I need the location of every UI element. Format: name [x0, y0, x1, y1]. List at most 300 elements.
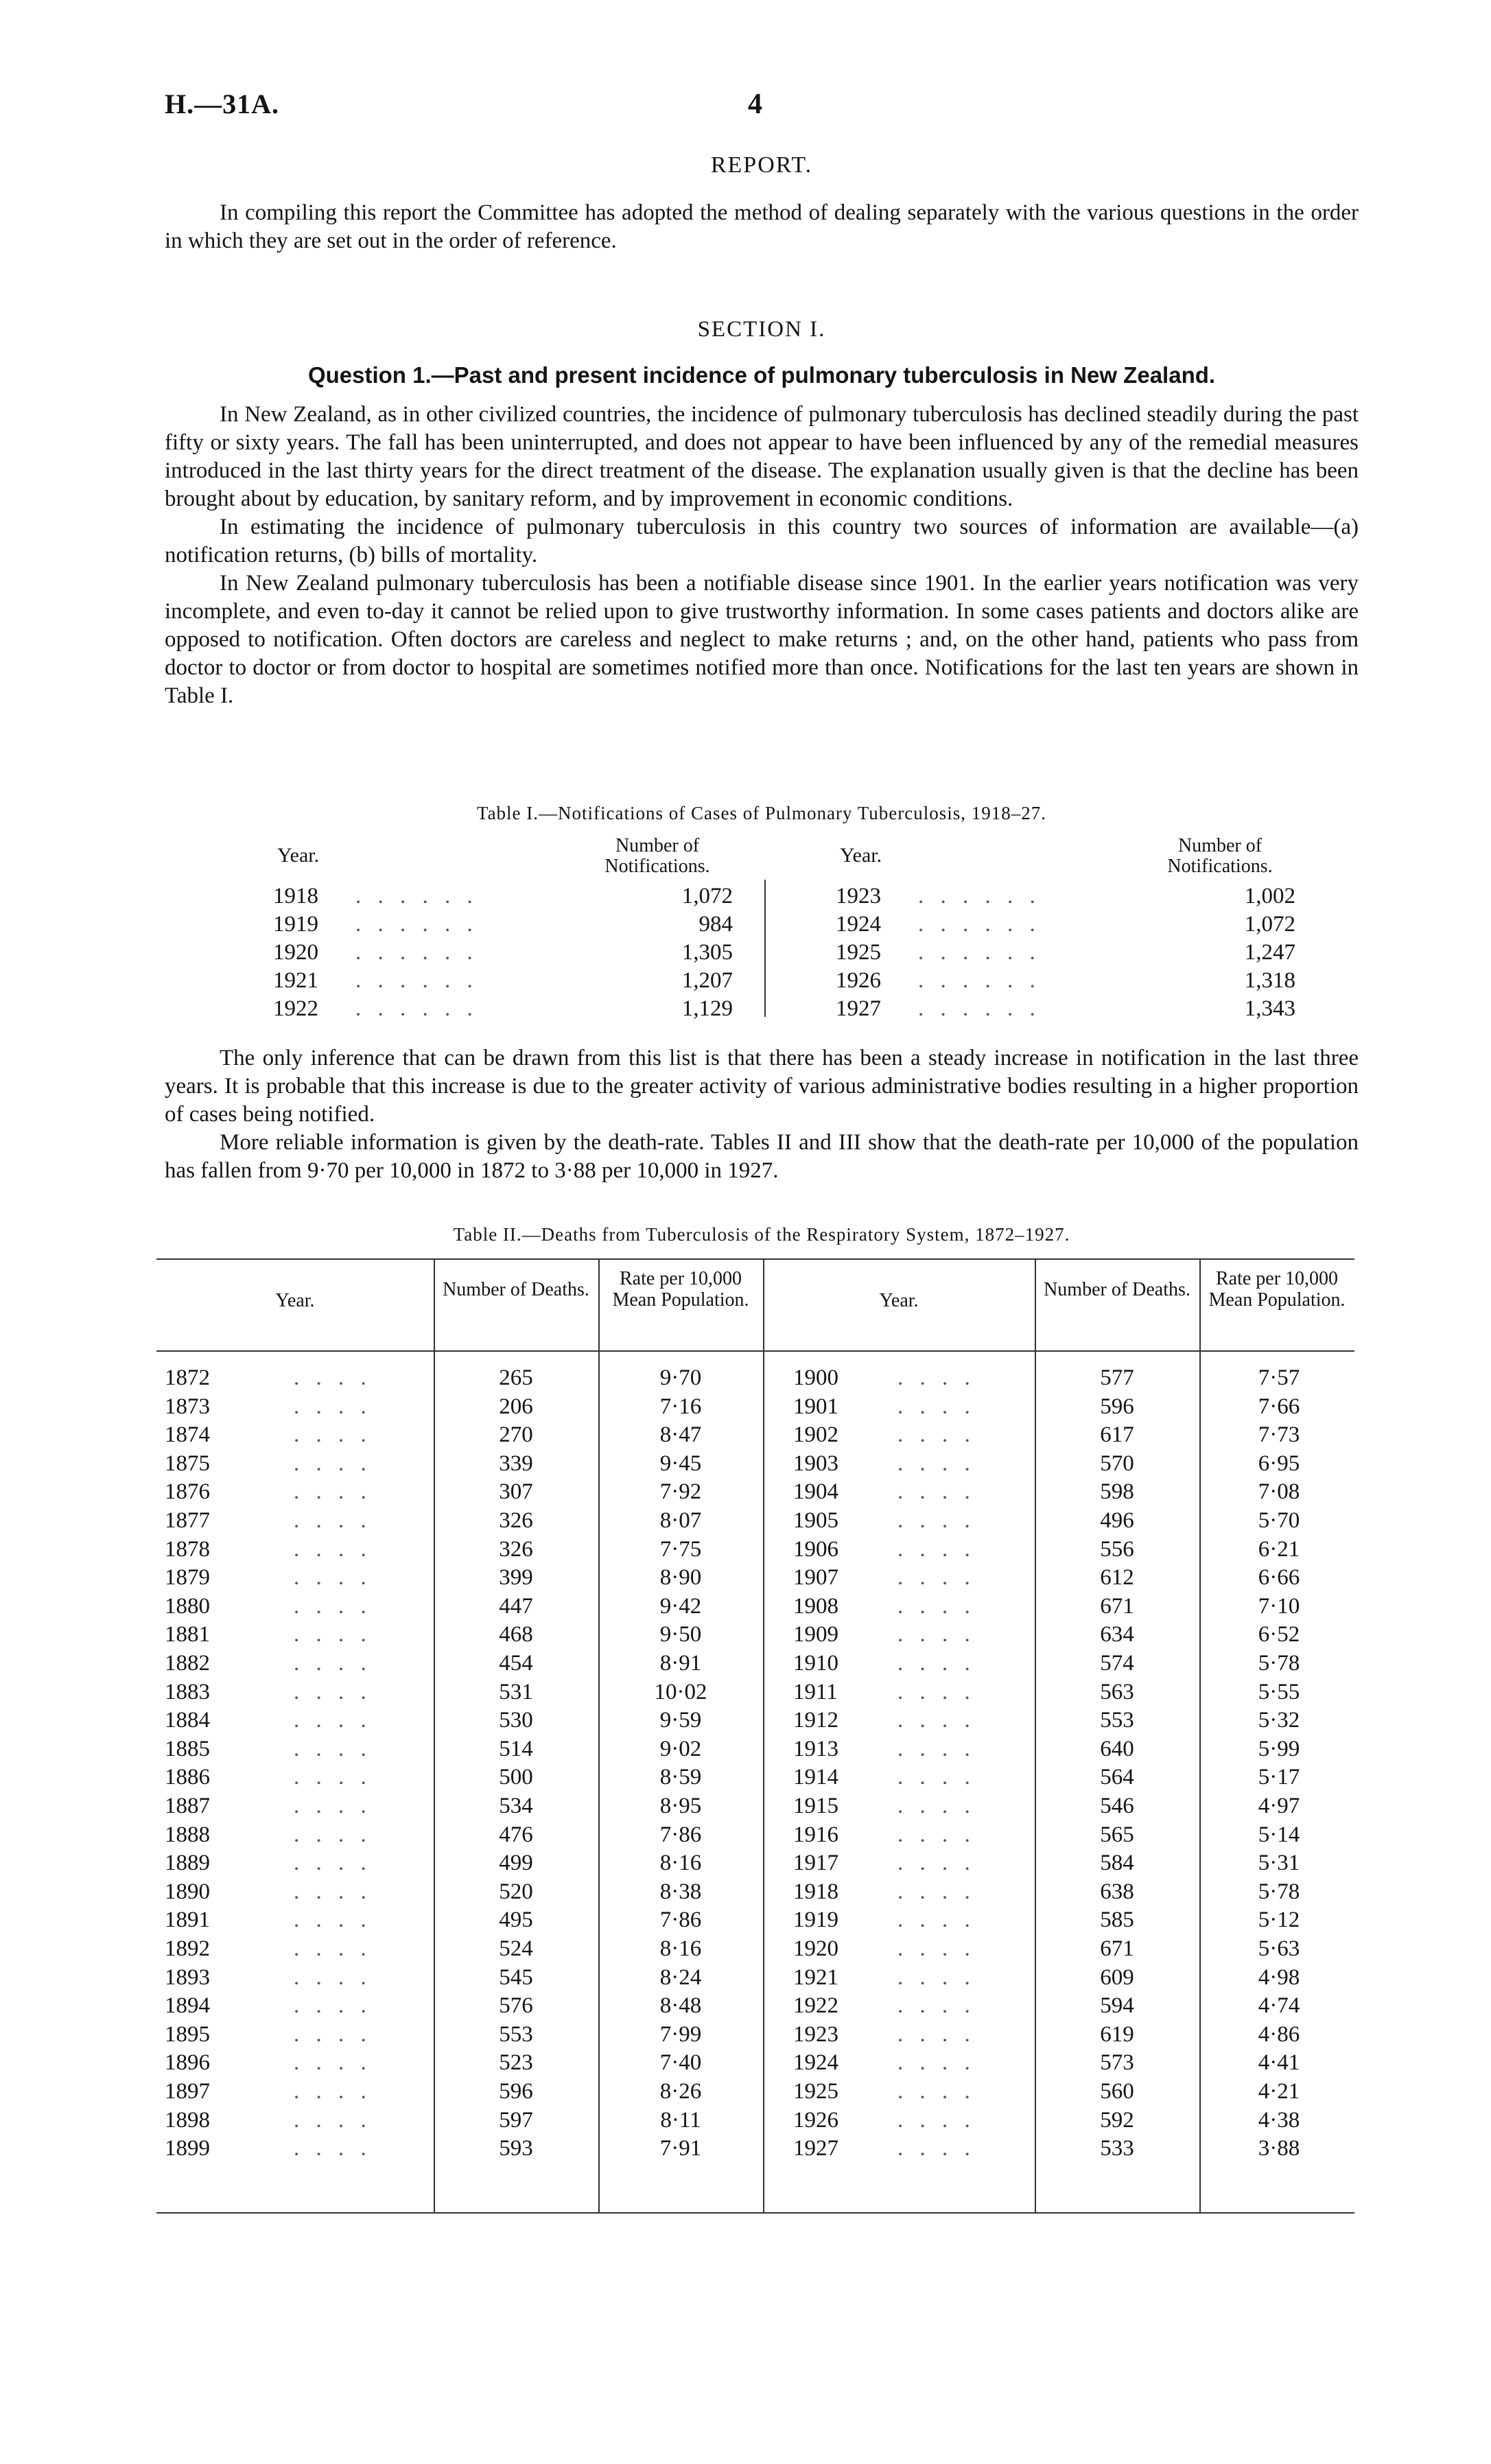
paragraph: In New Zealand, as in other civilized countries, the incidence of pulmonary tuberculosis has declined steadily during the past fifty or sixty years. The fall has been uninterrupted, and does not appear to have been influenced by any of the remedial measures introduced in the last thirty years for the direct treatment of the disease. The explanation usually given is that the decline has been brought about by education, by sanitary reform, and by improvement in economic conditions. [165, 402, 1359, 511]
table2-year: 1882 [165, 1651, 210, 1676]
table1-row [836, 912, 1316, 940]
table2-rate: 7·86 [659, 1908, 702, 1933]
table2-row [156, 1508, 1354, 1537]
table2-rate-header: Rate per 10,000 Mean Population. [1208, 1268, 1346, 1311]
table2-leader-dots: . . . . [294, 2050, 372, 2076]
table1-leader-dots: . . . . . . [355, 968, 478, 993]
table2-row [156, 2136, 1354, 2165]
table2-deaths: 307 [499, 1479, 533, 1505]
table1-value: 1,305 [681, 940, 733, 965]
table2-rate: 8·59 [659, 1765, 702, 1790]
table2-deaths: 560 [1100, 2079, 1134, 2104]
table1-number-header: Number of Notifications. [1167, 835, 1273, 877]
table2-rate: 7·66 [1258, 1394, 1300, 1419]
table2-rate: 7·73 [1258, 1422, 1300, 1448]
table2-rate: 8·24 [659, 1964, 702, 1990]
table2-leader-dots: . . . . [294, 1879, 372, 1904]
table2-leader-dots: . . . . [897, 1365, 976, 1390]
table2-leader-dots: . . . . [897, 1508, 976, 1533]
table2-leader-dots: . . . . [897, 1422, 976, 1448]
table2-leader-dots: . . . . [294, 1822, 372, 1847]
table2-rate: 7·08 [1258, 1479, 1300, 1505]
table2-deaths: 563 [1100, 1679, 1134, 1704]
table2-row [156, 1936, 1354, 1965]
intro-paragraph: In compiling this report the Committee has adopted the method of dealing separately with the various questions in the order in which they are set out in the order of reference. [165, 200, 1359, 253]
table2-year: 1909 [793, 1622, 838, 1647]
table2-rate: 4·86 [1258, 2021, 1300, 2047]
table2-deaths: 596 [499, 2079, 533, 2104]
question-heading: Question 1.—Past and present incidence of pulmonary tuberculosis in New Zealand. [307, 362, 1216, 388]
table1-leader-dots: . . . . . . [918, 940, 1041, 965]
table2-leader-dots: . . . . [294, 1593, 372, 1619]
table2-year: 1911 [793, 1679, 838, 1704]
table2-year: 1912 [793, 1708, 838, 1733]
table2-header-rule [156, 1350, 1354, 1352]
table2-leader-dots: . . . . [897, 1451, 976, 1476]
table2-year-header: Year. [275, 1290, 315, 1311]
table2-rate: 7·92 [659, 1479, 702, 1505]
table2-year: 1897 [165, 2079, 210, 2104]
table2-leader-dots: . . . . [294, 1964, 372, 1990]
table2-rate: 4·41 [1258, 2050, 1300, 2076]
table2-leader-dots: . . . . [294, 1479, 372, 1505]
table2-year: 1905 [793, 1508, 838, 1533]
paragraph: More reliable information is given by the death-rate. Tables II and III show that the death-rate per 10,000 of the population has fallen from 9·70 per 10,000 in 1872 to 3·88 per 10,000 in 1927. [165, 1130, 1359, 1183]
document-code: H.—31A. [165, 89, 279, 119]
table1-row [836, 996, 1316, 1024]
table2-year: 1924 [793, 2050, 838, 2076]
table2-year: 1913 [793, 1736, 838, 1761]
table2-rate-header: Rate per 10,000 Mean Population. [612, 1268, 749, 1311]
table2-row [156, 1622, 1354, 1651]
table2-row [156, 1451, 1354, 1480]
table2-deaths: 556 [1100, 1536, 1134, 1562]
table2-rate: 5·32 [1258, 1708, 1300, 1733]
table1-value: 1,072 [1244, 912, 1295, 937]
table2-year: 1918 [793, 1879, 838, 1904]
table2-deaths: 496 [1100, 1508, 1134, 1533]
table1-year: 1925 [836, 940, 881, 965]
table2-rate: 8·16 [659, 1851, 702, 1876]
table2-leader-dots: . . . . [897, 2136, 976, 2161]
table2-deaths: 495 [499, 1908, 533, 1933]
table2-rate: 7·10 [1258, 1593, 1300, 1619]
table1-year: 1924 [836, 912, 881, 937]
table2-deaths: 594 [1100, 1993, 1134, 2019]
table1-value: 1,343 [1244, 996, 1295, 1021]
table1-leader-dots: . . . . . . [355, 884, 478, 908]
table2-row [156, 1594, 1354, 1623]
table2-year: 1926 [793, 2107, 838, 2133]
table2-year: 1908 [793, 1593, 838, 1619]
table2-year: 1886 [165, 1765, 210, 1790]
table2-year: 1906 [793, 1536, 838, 1562]
table2-rate: 10·02 [654, 1679, 707, 1704]
table2-year: 1887 [165, 1794, 210, 1818]
table2-deaths: 499 [499, 1851, 533, 1876]
table2-rate: 7·16 [659, 1394, 702, 1419]
table2-deaths-header: Number of Deaths. [443, 1279, 589, 1300]
table2-leader-dots: . . . . [294, 2107, 372, 2133]
table1-leader-dots: . . . . . . [355, 912, 478, 937]
table1-year: 1919 [273, 912, 318, 937]
table2-deaths: 570 [1100, 1451, 1134, 1476]
table1-row [836, 968, 1316, 996]
table2-deaths: 468 [499, 1622, 533, 1647]
table2-deaths: 524 [499, 1936, 533, 1961]
table1-year: 1920 [273, 940, 318, 965]
paragraph: In estimating the incidence of pulmonary tuberculosis in this country two sources of information are available—(a) notification returns, (b) bills of mortality. [165, 515, 1359, 567]
table2-leader-dots: . . . . [294, 1622, 372, 1647]
table2-leader-dots: . . . . [897, 1708, 976, 1733]
table2-deaths-header: Number of Deaths. [1044, 1279, 1190, 1300]
table1-year-header: Year. [840, 844, 882, 867]
table2-deaths: 339 [499, 1451, 533, 1476]
table2-rate: 4·38 [1258, 2107, 1300, 2133]
table2-leader-dots: . . . . [294, 2079, 372, 2104]
table2-leader-dots: . . . . [294, 1679, 372, 1704]
table2-rate: 5·63 [1258, 1936, 1300, 1961]
table2-year: 1925 [793, 2079, 838, 2104]
table2-year: 1915 [793, 1794, 838, 1818]
table2-leader-dots: . . . . [897, 2107, 976, 2133]
table2-bottom-rule [156, 2212, 1354, 2214]
table2-deaths: 546 [1100, 1794, 1134, 1818]
table1-value: 1,072 [681, 884, 733, 908]
table2-rate: 5·12 [1258, 1908, 1300, 1933]
table2-row [156, 1879, 1354, 1908]
table2-row [156, 1651, 1354, 1680]
table1-row [836, 884, 1316, 912]
table2-year: 1878 [165, 1536, 210, 1562]
table2-year: 1893 [165, 1964, 210, 1990]
table2-rate: 9·42 [659, 1593, 702, 1619]
table2-year: 1907 [793, 1565, 838, 1591]
table2-year: 1885 [165, 1736, 210, 1761]
table2-rate: 8·90 [659, 1565, 702, 1591]
table2-year: 1879 [165, 1565, 210, 1591]
table2-leader-dots: . . . . [897, 1936, 976, 1961]
table2-leader-dots: . . . . [294, 1936, 372, 1961]
table2-row [156, 1993, 1354, 2022]
table2-rate: 3·88 [1258, 2136, 1300, 2161]
table1-row [836, 940, 1316, 968]
table2-deaths: 619 [1100, 2021, 1134, 2047]
table2-rate: 7·75 [659, 1536, 702, 1562]
table2-deaths: 270 [499, 1422, 533, 1448]
table1-leader-dots: . . . . . . [355, 996, 478, 1021]
table2-leader-dots: . . . . [897, 1765, 976, 1790]
table2-leader-dots: . . . . [294, 1736, 372, 1761]
table2-leader-dots: . . . . [897, 2079, 976, 2104]
table2-year: 1895 [165, 2021, 210, 2047]
table2-year: 1898 [165, 2107, 210, 2133]
table1-year-header: Year. [277, 844, 320, 867]
table2-year: 1874 [165, 1422, 210, 1448]
table2-rate: 4·74 [1258, 1993, 1300, 2019]
table2-deaths: 592 [1100, 2107, 1134, 2133]
section-heading: SECTION I. [697, 317, 826, 342]
table2-deaths: 596 [1100, 1394, 1134, 1419]
table1-value: 984 [698, 912, 733, 937]
table2-deaths: 576 [499, 1993, 533, 2019]
table2-leader-dots: . . . . [294, 1765, 372, 1790]
table2-rate: 4·21 [1258, 2079, 1300, 2104]
table2-leader-dots: . . . . [897, 1593, 976, 1619]
table2-year: 1902 [793, 1422, 838, 1448]
table2-year: 1919 [793, 1908, 838, 1933]
table2-deaths: 520 [499, 1879, 533, 1904]
table1-leader-dots: . . . . . . [918, 884, 1041, 908]
table2-deaths: 565 [1100, 1822, 1134, 1847]
table2-row [156, 1765, 1354, 1794]
table2-rate: 7·86 [659, 1822, 702, 1847]
table2-leader-dots: . . . . [294, 1908, 372, 1933]
table2-leader-dots: . . . . [897, 1651, 976, 1676]
table2-rate: 9·59 [659, 1708, 702, 1733]
table2-year: 1920 [793, 1936, 838, 1961]
table2-year: 1889 [165, 1851, 210, 1876]
table2-year: 1903 [793, 1451, 838, 1476]
table2-rate: 6·66 [1258, 1565, 1300, 1591]
table2-row [156, 2050, 1354, 2079]
table2-leader-dots: . . . . [897, 1565, 976, 1591]
table2-deaths: 545 [499, 1964, 533, 1990]
table2-top-rule [156, 1258, 1354, 1260]
table2-year: 1922 [793, 1993, 838, 2019]
table2-year: 1923 [793, 2021, 838, 2047]
table2-year: 1873 [165, 1394, 210, 1419]
table2-deaths: 573 [1100, 2050, 1134, 2076]
table2-leader-dots: . . . . [897, 1736, 976, 1761]
table2-year: 1884 [165, 1708, 210, 1733]
table2-deaths: 533 [1100, 2136, 1134, 2161]
table2-year: 1896 [165, 2050, 210, 2076]
table2-deaths: 553 [499, 2021, 533, 2047]
table2-deaths: 523 [499, 2050, 533, 2076]
table2-rate: 5·31 [1258, 1851, 1300, 1876]
table2-year: 1914 [793, 1765, 838, 1790]
body-text-1 [165, 401, 1359, 710]
table1-year: 1923 [836, 884, 881, 908]
table2-deaths: 640 [1100, 1736, 1134, 1761]
table2-rate: 8·11 [660, 2107, 701, 2133]
table1-year: 1918 [273, 884, 318, 908]
table2-year: 1916 [793, 1822, 838, 1847]
table1-year: 1922 [273, 996, 318, 1021]
table1-year: 1926 [836, 968, 881, 993]
table2-year: 1900 [793, 1365, 838, 1390]
table2-rate: 5·55 [1258, 1679, 1300, 1704]
table1-caption: Table I.—Notifications of Cases of Pulmonary Tuberculosis, 1918–27. [476, 803, 1047, 823]
table1 [273, 836, 1306, 1021]
table2-leader-dots: . . . . [897, 1822, 976, 1847]
table2-year: 1891 [165, 1908, 210, 1933]
table2-deaths: 326 [499, 1536, 533, 1562]
table2-deaths: 564 [1100, 1765, 1134, 1790]
table2-leader-dots: . . . . [294, 1451, 372, 1476]
table2-rate: 8·47 [659, 1422, 702, 1448]
table1-row [273, 912, 753, 940]
paragraph: In New Zealand pulmonary tuberculosis has been a notifiable disease since 1901. In the earlier years notification was very incomplete, and even to-day it cannot be relied upon to give trustworthy information. In some cases patients and doctors alike are opposed to notification. Often doctors are careless and neglect to make returns ; and, on the other hand, patients who pass from doctor to doctor or from doctor to hospital are sometimes notified more than once. Notifications for the last ten years are shown in Table I. [165, 571, 1359, 708]
table2-caption: Table II.—Deaths from Tuberculosis of the Respiratory System, 1872–1927. [453, 1224, 1070, 1245]
table1-year: 1927 [836, 996, 881, 1021]
table2-leader-dots: . . . . [294, 2021, 372, 2047]
table2-leader-dots: . . . . [897, 1536, 976, 1562]
table1-divider [764, 880, 766, 1017]
table2-deaths: 534 [499, 1794, 533, 1818]
table2-leader-dots: . . . . [294, 1394, 372, 1419]
table2-leader-dots: . . . . [897, 1964, 976, 1990]
table2-row [156, 1680, 1354, 1709]
table2-deaths: 609 [1100, 1964, 1134, 1990]
table2-deaths: 638 [1100, 1879, 1134, 1904]
table2-year: 1888 [165, 1822, 210, 1847]
table2-row [156, 1537, 1354, 1566]
table2-deaths: 598 [1100, 1479, 1134, 1505]
table2-year: 1892 [165, 1936, 210, 1961]
table2-leader-dots: . . . . [897, 1479, 976, 1505]
table2-leader-dots: . . . . [897, 2021, 976, 2047]
table2-rate: 7·91 [659, 2136, 702, 2161]
table2-row [156, 1708, 1354, 1737]
table1-leader-dots: . . . . . . [355, 940, 478, 965]
table2-year: 1881 [165, 1622, 210, 1647]
table1-leader-dots: . . . . . . [918, 996, 1041, 1021]
table2-leader-dots: . . . . [294, 1422, 372, 1448]
table1-value: 1,247 [1244, 940, 1295, 965]
table1-number-header: Number of Notifications. [604, 835, 710, 877]
table2-deaths: 514 [499, 1736, 533, 1761]
table2-row [156, 1365, 1354, 1394]
table1-right-column [836, 836, 1316, 1021]
table2-row [156, 1737, 1354, 1765]
table2-deaths: 500 [499, 1765, 533, 1790]
table2-year: 1890 [165, 1879, 210, 1904]
table2-rate: 7·40 [659, 2050, 702, 2076]
table2-row [156, 2108, 1354, 2137]
table2-rate: 8·16 [659, 1936, 702, 1961]
table2-row [156, 1422, 1354, 1451]
table1-value: 1,207 [681, 968, 733, 993]
table2-deaths: 447 [499, 1593, 533, 1619]
table2-deaths: 399 [499, 1565, 533, 1591]
table2-deaths: 553 [1100, 1708, 1134, 1733]
table2-year: 1877 [165, 1508, 210, 1533]
table2-leader-dots: . . . . [897, 1993, 976, 2019]
table2-row [156, 1794, 1354, 1822]
table2-row [156, 1394, 1354, 1423]
table2-row [156, 1851, 1354, 1879]
table2-year: 1921 [793, 1964, 838, 1990]
table2-deaths: 671 [1100, 1936, 1134, 1961]
table2-leader-dots: . . . . [294, 1851, 372, 1876]
table2-year: 1899 [165, 2136, 210, 2161]
table2-rate: 9·50 [659, 1622, 702, 1647]
table2-rate: 8·07 [659, 1508, 702, 1533]
intro-block [165, 199, 1359, 255]
table1-year: 1921 [273, 968, 318, 993]
table2-rate: 8·26 [659, 2079, 702, 2104]
table2-rate: 5·14 [1258, 1822, 1300, 1847]
table2-deaths: 574 [1100, 1651, 1134, 1676]
table1-leader-dots: . . . . . . [918, 912, 1041, 937]
table2-leader-dots: . . . . [294, 1993, 372, 2019]
table2-year: 1875 [165, 1451, 210, 1476]
table2-year: 1904 [793, 1479, 838, 1505]
table2-year: 1876 [165, 1479, 210, 1505]
table2-row [156, 1908, 1354, 1936]
table2-deaths: 531 [499, 1679, 533, 1704]
table1-value: 1,002 [1244, 884, 1295, 908]
table2-deaths: 584 [1100, 1851, 1134, 1876]
table2-rate: 8·95 [659, 1794, 702, 1818]
table2-rate: 6·52 [1258, 1622, 1300, 1647]
table2-row [156, 1965, 1354, 1994]
table2-rate: 5·78 [1258, 1879, 1300, 1904]
table2-deaths: 265 [499, 1365, 533, 1390]
table1-row [273, 968, 753, 996]
table2-deaths: 326 [499, 1508, 533, 1533]
table2-leader-dots: . . . . [897, 1879, 976, 1904]
table2-leader-dots: . . . . [897, 1622, 976, 1647]
table2-row [156, 1479, 1354, 1508]
table2-rate: 5·78 [1258, 1651, 1300, 1676]
table2-year: 1880 [165, 1593, 210, 1619]
table2-row [156, 2022, 1354, 2051]
table2-year-header: Year. [879, 1290, 919, 1311]
table2-year: 1883 [165, 1679, 210, 1704]
paragraph: The only inference that can be drawn from this list is that there has been a steady increase in notification in the last three years. It is probable that this increase is due to the greater activity of various administrative bodies resulting in a higher proportion of cases being notified. [165, 1046, 1359, 1127]
table2-deaths: 597 [499, 2107, 533, 2133]
table2-leader-dots: . . . . [294, 1651, 372, 1676]
table1-left-column [273, 836, 753, 1021]
table2-leader-dots: . . . . [897, 1908, 976, 1933]
table2-leader-dots: . . . . [897, 1679, 976, 1704]
report-heading: REPORT. [710, 152, 813, 178]
body-text-2 [165, 1044, 1359, 1185]
table2-rate: 9·70 [659, 1365, 702, 1390]
table1-row [273, 940, 753, 968]
table2-year: 1901 [793, 1394, 838, 1419]
table1-value: 1,129 [681, 996, 733, 1021]
table2 [156, 1249, 1354, 2218]
table2-year: 1894 [165, 1993, 210, 2019]
page-header [165, 88, 1359, 129]
table2-deaths: 530 [499, 1708, 533, 1733]
table1-row [273, 996, 753, 1024]
table2-rate: 5·17 [1258, 1765, 1300, 1790]
table2-rate: 5·70 [1258, 1508, 1300, 1533]
table2-deaths: 577 [1100, 1365, 1134, 1390]
table1-value: 1,318 [1244, 968, 1295, 993]
table2-deaths: 671 [1100, 1593, 1134, 1619]
table2-leader-dots: . . . . [897, 1394, 976, 1419]
table2-leader-dots: . . . . [294, 2136, 372, 2161]
table2-row [156, 2079, 1354, 2108]
table2-rate: 4·97 [1258, 1794, 1300, 1818]
table2-rate: 5·99 [1258, 1736, 1300, 1761]
table2-leader-dots: . . . . [294, 1536, 372, 1562]
table2-rate: 9·45 [659, 1451, 702, 1476]
table2-leader-dots: . . . . [294, 1508, 372, 1533]
page-number: 4 [748, 89, 762, 120]
table2-row [156, 1565, 1354, 1594]
table2-leader-dots: . . . . [294, 1365, 372, 1390]
table2-leader-dots: . . . . [294, 1794, 372, 1818]
table2-rate: 8·38 [659, 1879, 702, 1904]
table2-deaths: 617 [1100, 1422, 1134, 1448]
